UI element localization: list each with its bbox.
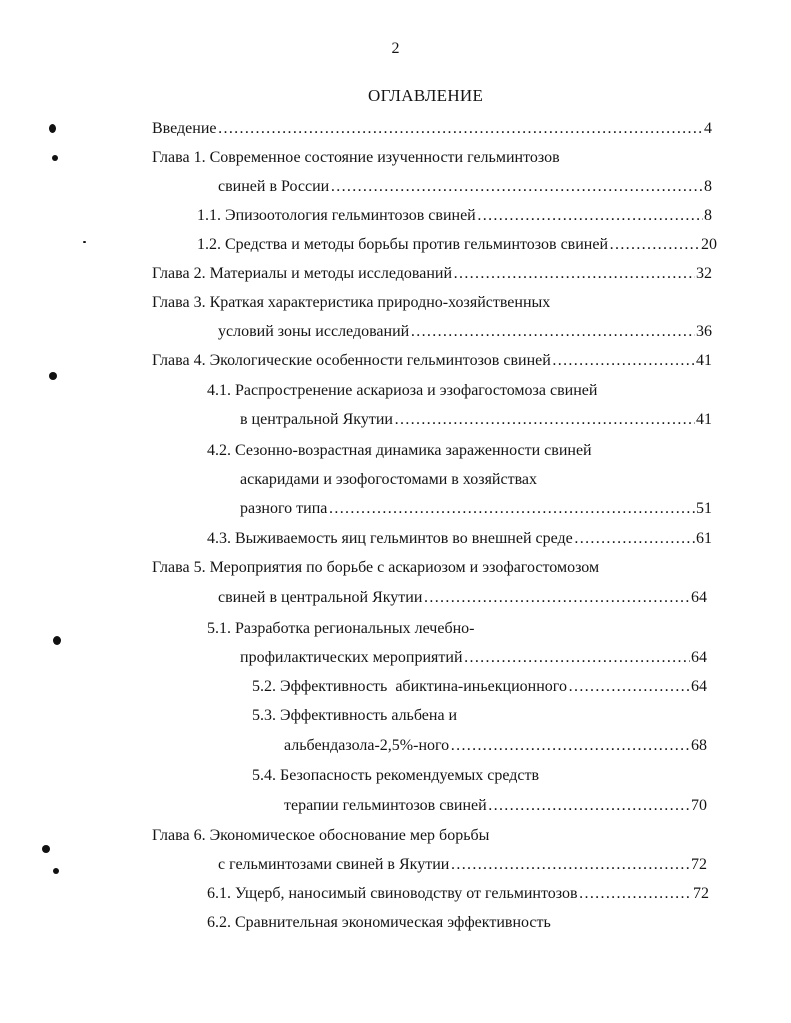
toc-entry-text: Глава 4. Экологические особенности гельминтозов свиней (152, 352, 551, 369)
dot-leader (552, 351, 695, 371)
scan-speck (49, 124, 56, 133)
toc-entry-ch6-heading: Глава 6. Экономическое обоснование мер борьбы (152, 827, 490, 844)
toc-entry-intro (152, 119, 712, 139)
toc-entry-4-1-heading: 4.1. Распростренение аскариоза и эзофагостомоза свиней (207, 382, 598, 399)
toc-page: 41 (696, 352, 712, 369)
dot-leader (328, 499, 695, 519)
toc-entry-4-2-line2: аскаридами и эзофогостомами в хозяйствах (240, 471, 538, 488)
toc-page: 8 (704, 207, 712, 224)
toc-page: 68 (691, 737, 707, 754)
toc-entry-text: с гельминтозами свиней в Якутии (218, 856, 450, 873)
toc-entry-text: условий зоны исследований (218, 323, 410, 340)
toc-page: 64 (691, 589, 707, 606)
dot-leader (453, 264, 695, 284)
toc-entry-ch3-heading: Глава 3. Краткая характеристика природно-хозяйственных (152, 294, 551, 311)
toc-entry-1-1 (197, 206, 712, 226)
dot-leader (423, 588, 690, 608)
toc-entry-ch6 (218, 855, 707, 875)
toc-entry-text: терапии гельминтозов свиней (284, 797, 487, 814)
toc-entry-1-2 (197, 235, 717, 255)
toc-page: 61 (696, 530, 712, 547)
scan-speck (42, 845, 50, 853)
dot-leader (450, 855, 690, 875)
toc-entry-text: профилактических мероприятий (240, 649, 463, 666)
scan-speck (53, 636, 61, 645)
scan-speck (49, 372, 57, 380)
toc-page: 20 (701, 236, 717, 253)
dot-leader (568, 677, 690, 697)
dot-leader (394, 410, 695, 430)
dot-leader (464, 648, 690, 668)
toc-page: 41 (696, 411, 712, 428)
toc-entry-ch1-heading: Глава 1. Современное состояние изученности гельминтозов (152, 149, 560, 166)
toc-entry-ch5-heading: Глава 5. Мероприятия по борьбе с аскариозом и эзофагостомозом (152, 559, 600, 576)
page-number: 2 (391, 40, 400, 57)
toc-entry-text: Глава 2. Материалы и методы исследований (152, 265, 453, 282)
toc-entry-text: Введение (152, 120, 217, 137)
toc-entry-text: свиней в центральной Якутии (218, 589, 423, 606)
dot-leader (330, 177, 703, 197)
dot-leader (488, 796, 690, 816)
toc-entry-4-2 (240, 499, 712, 519)
toc-entry-4-1 (240, 410, 712, 430)
toc-entry-6-2: 6.2. Сравнительная экономическая эффективность (207, 914, 551, 931)
toc-page: 70 (691, 797, 707, 814)
toc-entry-5-4-heading: 5.4. Безопасность рекомендуемых средств (252, 767, 540, 784)
toc-page: 72 (691, 856, 707, 873)
dot-leader (450, 736, 690, 756)
toc-page: 64 (691, 649, 707, 666)
toc-entry-5-3 (284, 736, 707, 756)
toc-entry-text: 1.1. Эпизоотология гельминтозов свиней (197, 207, 476, 224)
toc-entry-5-1 (240, 648, 707, 668)
toc-entry-ch4 (152, 351, 712, 371)
toc-entry-text: свиней в России (218, 178, 330, 195)
dot-leader (574, 529, 695, 549)
toc-entry-ch2 (152, 264, 712, 284)
scan-speck (52, 155, 58, 161)
toc-entry-text: 6.1. Ущерб, наносимый свиноводству от гельминтозов (207, 885, 578, 902)
dot-leader (410, 322, 695, 342)
dot-leader (609, 235, 700, 255)
toc-entry-5-4 (284, 796, 707, 816)
toc-entry-ch3 (218, 322, 712, 342)
toc-page: 32 (696, 265, 712, 282)
toc-entry-text: 5.2. Эффективность абиктина-иньекционного (252, 678, 567, 695)
toc-entry-5-2 (252, 677, 707, 697)
toc-entry-text: разного типа (240, 500, 328, 517)
toc-entry-ch5 (218, 588, 707, 608)
dot-leader (579, 884, 692, 904)
toc-page: 51 (696, 500, 712, 517)
toc-page: 72 (693, 885, 709, 902)
toc-entry-text: 4.3. Выживаемость яиц гельминтов во внешней среде (207, 530, 573, 547)
toc-page: 8 (704, 178, 712, 195)
toc-page: 36 (696, 323, 712, 340)
toc-entry-text: в центральной Якутии (240, 411, 393, 428)
toc-entry-ch1 (218, 177, 712, 197)
toc-entry-5-3-heading: 5.3. Эффективность альбена и (252, 707, 458, 724)
dot-leader (477, 206, 703, 226)
toc-entry-4-2-heading: 4.2. Сезонно-возрастная динамика зараженности свиней (207, 442, 592, 459)
toc-entry-6-1 (207, 884, 709, 904)
dot-leader (218, 119, 704, 139)
toc-entry-4-3 (207, 529, 712, 549)
toc-page: 4 (704, 120, 712, 137)
toc-entry-5-1-heading: 5.1. Разработка региональных лечебно- (207, 620, 475, 637)
toc-entry-text: альбендазола-2,5%-ного (284, 737, 450, 754)
toc-page: 64 (691, 678, 707, 695)
toc-entry-text: 1.2. Средства и методы борьбы против гельминтозов свиней (197, 236, 609, 253)
toc-title: ОГЛАВЛЕНИЕ (368, 86, 484, 105)
scan-speck (53, 868, 59, 874)
scan-speck (83, 241, 86, 243)
